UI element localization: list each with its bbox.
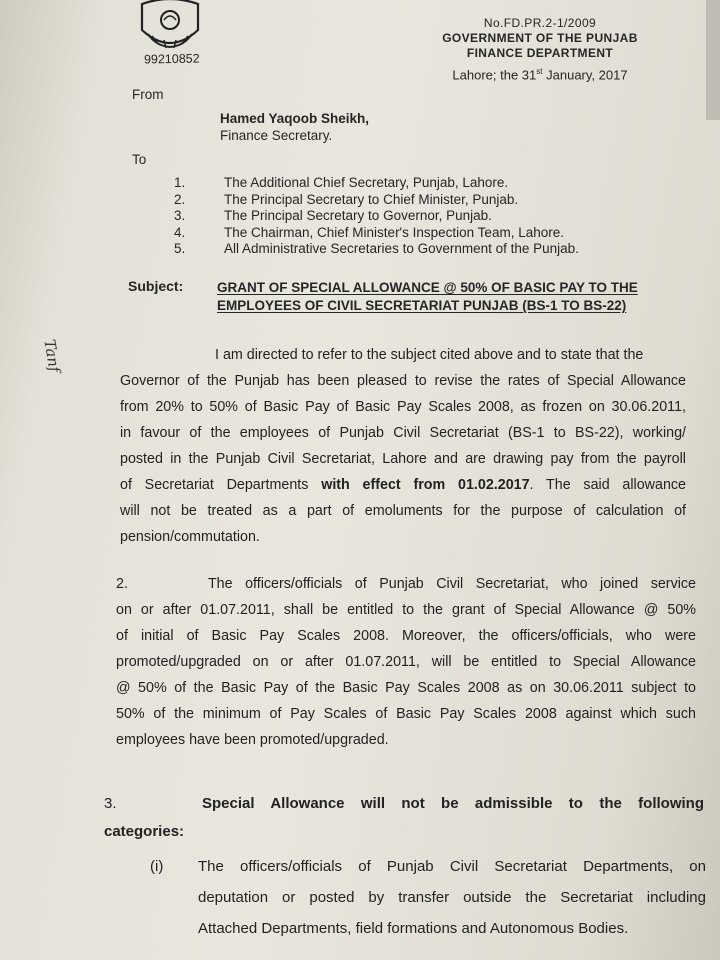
list-item: 3. The Principal Secretary to Governor, Punjab.	[174, 208, 492, 223]
adjacent-page-edge	[706, 0, 720, 120]
paragraph-number: 3.	[104, 795, 117, 812]
list-item: 5. All Administrative Secretaries to Government of the Punjab.	[174, 241, 579, 256]
subject-label: Subject:	[128, 278, 184, 294]
sub-item-i: (i) The officers/officials of Punjab Civil Secretariat Departments, on deputation or posted by transfer outside the Secretariat including Attached Departments, field formations and Autonomous Bodies.	[150, 858, 706, 937]
from-label: From	[132, 87, 164, 102]
paragraph-3: 3. Special Allowance will not be admissible to the following categories:	[104, 790, 704, 846]
to-label: To	[132, 152, 147, 167]
list-item: 1. The Additional Chief Secretary, Punjab, Lahore.	[174, 175, 509, 190]
recipient-list	[168, 175, 579, 258]
department-title: FINANCE DEPARTMENT	[466, 46, 614, 60]
sender-designation: Finance Secretary.	[220, 128, 333, 143]
sender-name: Hamed Yaqoob Sheikh,	[220, 111, 370, 126]
list-item: 4. The Chairman, Chief Minister's Inspection Team, Lahore.	[174, 224, 564, 240]
subject-text: GRANT OF SPECIAL ALLOWANCE @ 50% OF BASIC PAY TO THE EMPLOYEES OF CIVIL SECRETARIAT PUNJAB (BS-1 TO BS-22)	[217, 280, 638, 313]
punjab-emblem-icon	[134, 0, 206, 52]
handwritten-margin-note: Tanf	[40, 338, 64, 374]
paragraph-number: 2.	[116, 576, 128, 592]
stamp-number: 99210852	[143, 51, 200, 67]
government-title: GOVERNMENT OF THE PUNJAB	[442, 31, 638, 45]
letter-date: Lahore; the 31st January, 2017	[452, 67, 628, 83]
file-number: No.FD.PR.2-1/2009	[483, 16, 597, 30]
paragraph-1: I am directed to refer to the subject cited above and to state that the Governor of the Punjab has been pleased to revise the rates of Special Allowance from 20% to 50% of Basic Pay of Basic Pay Scales 2008, as frozen on 30.06.2011, in favour of the employees of Punjab Civil Secretariat (BS-1 to BS-22), working/ posted in the Punjab Civil Secretariat, Lahore and are drawing pay from the payroll of Secretariat Departments with effect from 01.02.2017. The said allowance will not be treated as a part of emoluments for the purpose of calculation of pension/commutation.	[120, 347, 686, 545]
paragraph-2: 2. The officers/officials of Punjab Civil Secretariat, who joined service on or after 01.07.2011, shall be entitled to the grant of Special Allowance @ 50% of initial of Basic Pay Scales 2008. Moreover, the officers/officials, who were promoted/upgraded on or after 01.07.2011, will be entitled to Special Allowance @ 50% of the Basic Pay of the Basic Pay Scales 2008 as on 30.06.2011 subject to 50% of the minimum of Pay Scales of Basic Pay Scales 2008 against which such employees have been promoted/upgraded.	[116, 571, 696, 753]
list-item: 2. The Principal Secretary to Chief Minister, Punjab.	[174, 191, 519, 207]
